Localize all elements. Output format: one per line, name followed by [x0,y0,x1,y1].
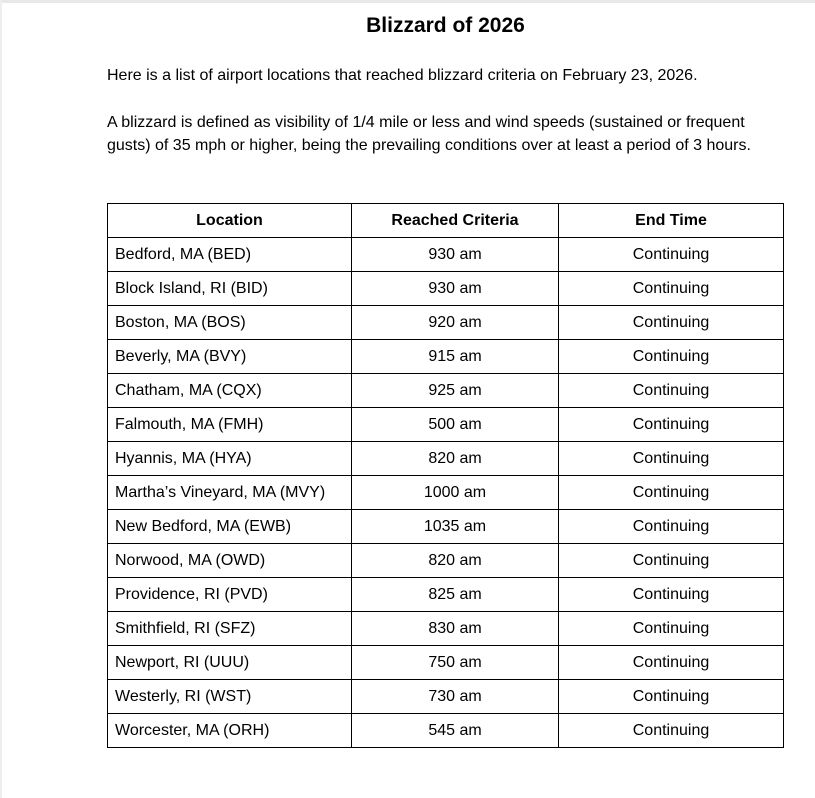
cell-end-time: Continuing [559,374,784,408]
cell-end-time: Continuing [559,544,784,578]
cell-reached-criteria: 750 am [352,646,559,680]
cell-reached-criteria: 820 am [352,544,559,578]
cell-reached-criteria: 1000 am [352,476,559,510]
definition-paragraph: A blizzard is defined as visibility of 1/4 mile or less and wind speeds (sustained or frequent gusts) of 35 mph or higher, being the prevailing conditions over at least a period of 3 hours. [107,114,751,154]
intro-paragraph: Here is a list of airport locations that reached blizzard criteria on February 23, 2026. [107,67,698,84]
blizzard-table [107,203,784,748]
header-location: Location [108,204,352,238]
cell-end-time: Continuing [559,612,784,646]
cell-end-time: Continuing [559,680,784,714]
table-row [108,442,784,476]
cell-reached-criteria: 820 am [352,442,559,476]
cell-location: Boston, MA (BOS) [108,306,352,340]
cell-reached-criteria: 930 am [352,238,559,272]
header-end-time: End Time [559,204,784,238]
cell-reached-criteria: 545 am [352,714,559,748]
page-top-edge [0,0,815,3]
document-title: Blizzard of 2026 [366,14,525,37]
cell-location: Bedford, MA (BED) [108,238,352,272]
cell-location: Beverly, MA (BVY) [108,340,352,374]
cell-reached-criteria: 830 am [352,612,559,646]
cell-reached-criteria: 915 am [352,340,559,374]
table-row [108,646,784,680]
table-header-row [108,204,784,238]
table-row [108,306,784,340]
table-row [108,340,784,374]
header-reached-criteria: Reached Criteria [352,204,559,238]
table-row [108,272,784,306]
cell-reached-criteria: 1035 am [352,510,559,544]
cell-end-time: Continuing [559,340,784,374]
cell-reached-criteria: 825 am [352,578,559,612]
table-row [108,544,784,578]
cell-location: Chatham, MA (CQX) [108,374,352,408]
cell-location: Falmouth, MA (FMH) [108,408,352,442]
table-row [108,476,784,510]
cell-location: Worcester, MA (ORH) [108,714,352,748]
cell-reached-criteria: 730 am [352,680,559,714]
table-row [108,612,784,646]
table-row [108,680,784,714]
page-left-edge [0,0,2,798]
table-row [108,578,784,612]
cell-location: Martha’s Vineyard, MA (MVY) [108,476,352,510]
cell-end-time: Continuing [559,238,784,272]
table-row [108,714,784,748]
cell-end-time: Continuing [559,476,784,510]
cell-location: Block Island, RI (BID) [108,272,352,306]
table-row [108,374,784,408]
table-row [108,238,784,272]
table-row [108,510,784,544]
cell-end-time: Continuing [559,306,784,340]
cell-reached-criteria: 500 am [352,408,559,442]
cell-end-time: Continuing [559,578,784,612]
cell-location: New Bedford, MA (EWB) [108,510,352,544]
cell-end-time: Continuing [559,442,784,476]
cell-location: Providence, RI (PVD) [108,578,352,612]
cell-location: Norwood, MA (OWD) [108,544,352,578]
cell-end-time: Continuing [559,272,784,306]
cell-location: Westerly, RI (WST) [108,680,352,714]
cell-end-time: Continuing [559,646,784,680]
cell-reached-criteria: 925 am [352,374,559,408]
cell-end-time: Continuing [559,510,784,544]
table-row [108,408,784,442]
cell-location: Smithfield, RI (SFZ) [108,612,352,646]
cell-end-time: Continuing [559,714,784,748]
cell-reached-criteria: 920 am [352,306,559,340]
cell-reached-criteria: 930 am [352,272,559,306]
cell-location: Newport, RI (UUU) [108,646,352,680]
cell-location: Hyannis, MA (HYA) [108,442,352,476]
cell-end-time: Continuing [559,408,784,442]
